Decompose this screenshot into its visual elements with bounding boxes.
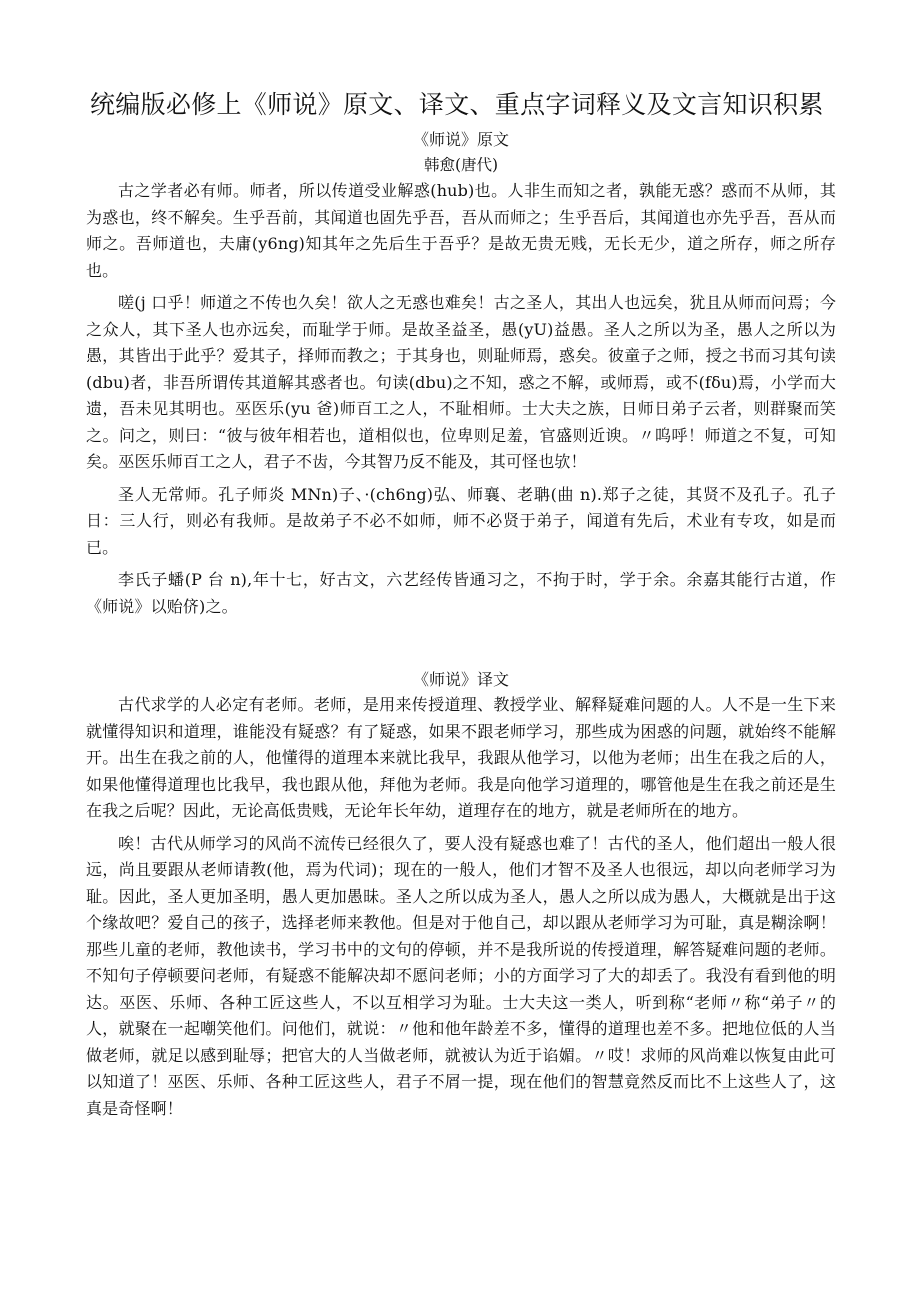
- original-paragraph-3: 圣人无常师。孔子师炎 MNn)子、·(ch6ng)弘、师襄、老聃(曲 n).郑子之徒，其贤不及孔子。孔子日：三人行，则必有我师。是故弟子不必不如师，师不必贤于弟子，闻道有先后，术业有专攻，如是而已。: [86, 484, 836, 557]
- translation-paragraph-2: 唉！古代从师学习的风尚不流传已经很久了，要人没有疑惑也难了！古代的圣人，他们超出一般人很远，尚且要跟从老师请教(他，焉为代词)；现在的一般人，他们才智不及圣人也很远，却以向老师学习为耻。因此，圣人更加圣明，愚人更加愚昧。圣人之所以成为圣人，愚人之所以成为愚人，大概就是出于这个缘故吧？爱自己的孩子，选择老师来教他。但是对于他自己，却以跟从老师学习为可耻，真是糊涂啊！那些儿童的老师，教他读书，学习书中的文句的停顿，并不是我所说的传授道理，解答疑难问题的老师。不知句子停顿要问老师，有疑惑不能解决却不愿问老师；小的方面学习了大的却丢了。我没有看到他的明达。巫医、乐师、各种工匠这些人，不以互相学习为耻。士大夫这一类人，听到称“老师〃称“弟子〃的人，就聚在一起嘲笑他们。问他们，就说：〃他和他年龄差不多，懂得的道理也差不多。把地位低的人当做老师，就足以感到耻辱；把官大的人当做老师，就被认为近于谄媚。〃哎！求师的风尚难以恢复由此可以知道了！巫医、乐师、各种工匠这些人，君子不屑一提，现在他们的智慧竟然反而比不上这些人了，这真是奇怪啊！: [86, 833, 836, 1118]
- original-text-heading: 《师说》原文: [412, 130, 509, 149]
- original-paragraph-4: 李氏子蟠(P 台 n),年十七，好古文，六艺经传皆通习之，不拘于时，学于余。余嘉其能行古道，作《师说》以贻侪)之。: [86, 570, 836, 616]
- translation-heading: 《师说》译文: [412, 670, 509, 689]
- original-paragraph-2: 嗟(j 口乎！师道之不传也久矣！欲人之无惑也难矣！古之圣人，其出人也远矣，犹且从师而问焉；今之众人，其下圣人也亦远矣，而耻学于师。是故圣益圣，愚(yU)益愚。圣人之所以为圣，愚人之所以为愚，其皆出于此乎？爱其子，择师而教之；于其身也，则耻师焉，惑矣。彼童子之师，授之书而习其句读(dbu)者，非吾所谓传其道解其惑者也。句读(dbu)之不知，惑之不解，或师焉，或不(fδu)焉，小学而大遗，吾未见其明也。巫医乐(yu 爸)师百工之人，不耻相师。士大夫之族，日师日弟子云者，则群聚而笑之。问之，则曰：“彼与彼年相若也，道相似也，位卑则足羞，官盛则近谀。〃呜呼！师道之不复，可知矣。巫医乐师百工之人，君子不齿，今其智乃反不能及，其可怪也欤！: [86, 293, 836, 471]
- translation-paragraph-1: 古代求学的人必定有老师。老师，是用来传授道理、教授学业、解释疑难问题的人。人不是一生下来就懂得知识和道理，谁能没有疑惑？有了疑惑，如果不跟老师学习，那些成为困惑的问题，就始终不能解开。出生在我之前的人，他懂得的道理本来就比我早，我跟从他学习，以他为老师；出生在我之后的人，如果他懂得道理也比我早，我也跟从他，拜他为老师。我是向他学习道理的，哪管他是生在我之前还是生在我之后呢？因此，无论高低贵贱，无论年长年幼，道理存在的地方，就是老师所在的地方。: [86, 695, 836, 820]
- author-line: 韩愈(唐代): [423, 156, 499, 174]
- section-spacer: [86, 626, 836, 660]
- document-page: [86, 78, 836, 1128]
- document-title: 统编版必修上《师说》原文、译文、重点字词释义及文言知识积累: [90, 90, 824, 119]
- original-paragraph-1: 古之学者必有师。师者，所以传道受业解惑(hub)也。人非生而知之者，孰能无惑？惑而不从师，其为惑也，终不解矣。生乎吾前，其闻道也固先乎吾，吾从而师之；生乎吾后，其闻道也亦先乎吾，吾从而师之。吾师道也，夫庸(y6ng)知其年之先后生于吾乎？是故无贵无贱，无长无少，道之所存，师之所存也。: [86, 181, 836, 280]
